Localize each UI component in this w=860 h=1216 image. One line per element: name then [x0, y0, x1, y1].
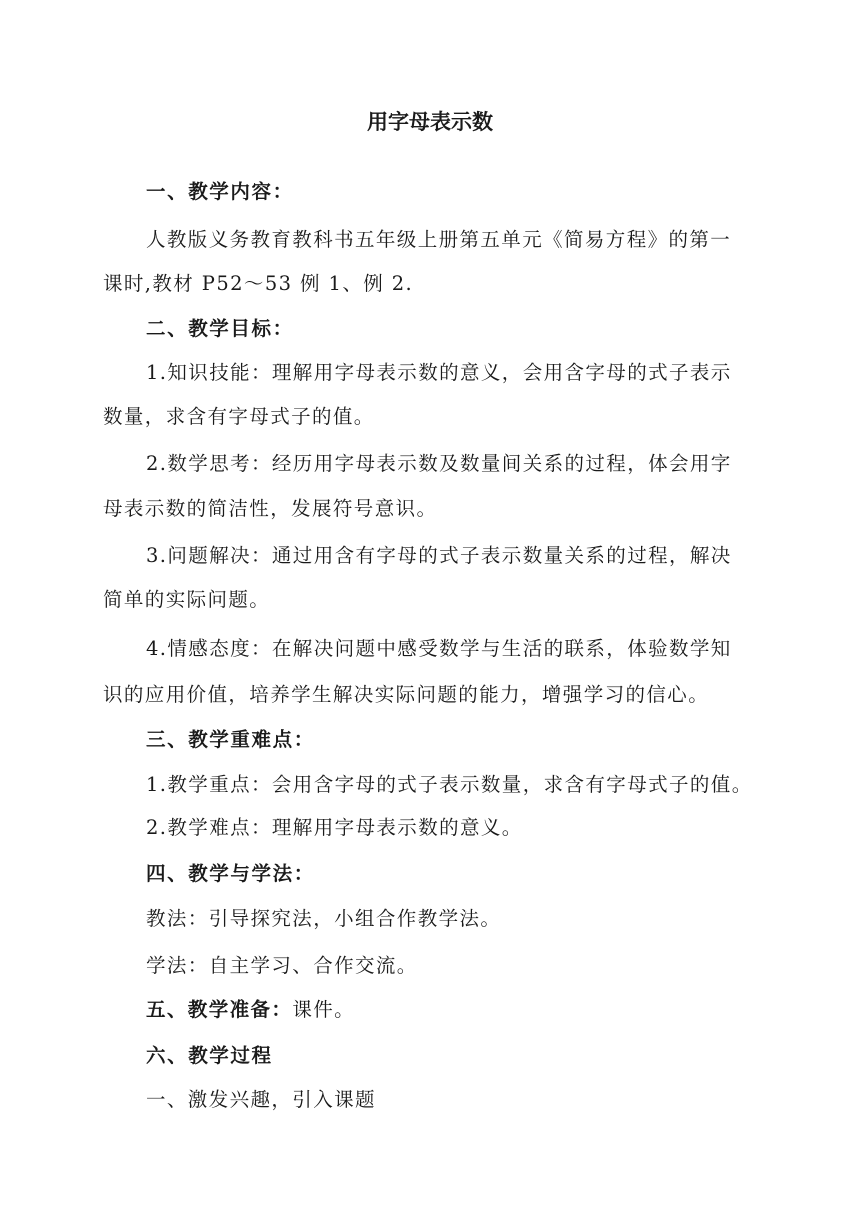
section-heading-key-points: 三、教学重难点： [146, 728, 315, 751]
paragraph-line: 母表示数的简洁性，发展符号意识。 [103, 497, 438, 520]
paragraph-line: 数量，求含有字母式子的值。 [103, 405, 375, 428]
document-title: 用字母表示数 [367, 110, 493, 134]
paragraph-line: 4.情感态度：在解决问题中感受数学与生活的联系，体验数学知 [146, 637, 732, 660]
paragraph-line: 简单的实际问题。 [103, 588, 271, 611]
section-heading-objectives: 二、教学目标： [146, 317, 294, 340]
section-heading-process: 六、教学过程 [146, 1044, 273, 1067]
paragraph-line: 1.教学重点：会用含字母的式子表示数量，求含有字母式子的值。 [146, 773, 753, 796]
paragraph-line: 识的应用价值，培养学生解决实际问题的能力，增强学习的信心。 [103, 683, 710, 706]
paragraph-line: 1.知识技能：理解用字母表示数的意义，会用含字母的式子表示 [146, 361, 732, 384]
paragraph-line: 2.教学难点：理解用字母表示数的意义。 [146, 816, 523, 839]
preparation-text: 课件。 [292, 998, 356, 1021]
paragraph-line: 3.问题解决：通过用含有字母的式子表示数量关系的过程，解决 [146, 544, 732, 567]
section-heading-content: 一、教学内容： [146, 180, 294, 203]
section-heading-methods: 四、教学与学法： [146, 862, 315, 885]
section-heading-preparation [146, 994, 766, 1026]
paragraph-line: 学法：自主学习、合作交流。 [146, 954, 418, 977]
paragraph-line: 2.数学思考：经历用字母表示数及数量间关系的过程，体会用字 [146, 452, 732, 475]
paragraph-line: 人教版义务教育教科书五年级上册第五单元《简易方程》的第一 [146, 228, 732, 251]
paragraph-line: 课时,教材 P52～53 例 1、例 2. [103, 272, 414, 295]
paragraph-line: 教法：引导探究法，小组合作教学法。 [146, 907, 502, 930]
paragraph-line: 一、激发兴趣，引入课题 [146, 1088, 376, 1111]
preparation-heading: 五、教学准备： [146, 998, 293, 1021]
